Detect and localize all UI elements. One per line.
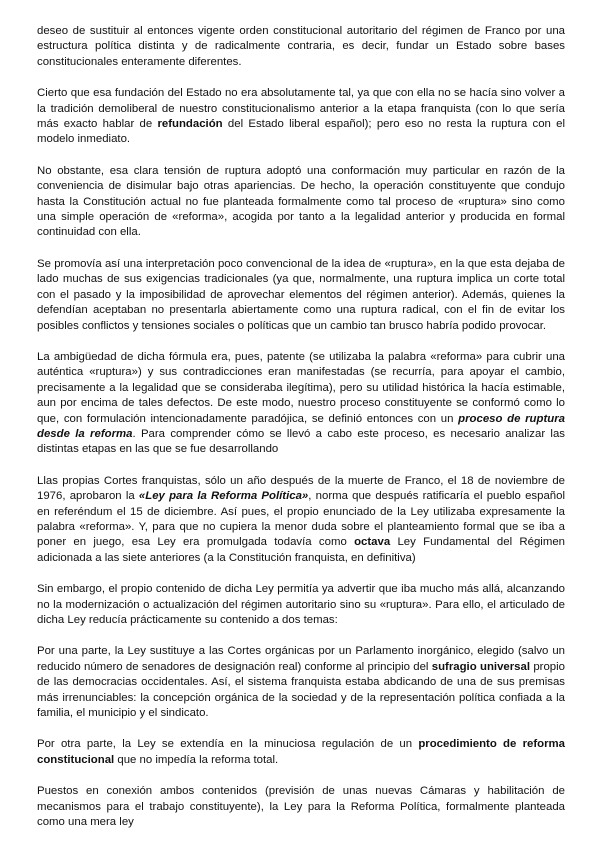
paragraph-7 [37,582,565,628]
paragraph-text: del Estado liberal español); pero eso no resta la ruptura con el modelo inmediato. [37,118,565,146]
paragraph-5 [37,350,565,458]
paragraph-text: , norma que después ratificaría el pueblo español en referéndum el 15 de diciembre. Así pues, el propio enunciado de la Ley utilizaba expresamente la palabra «reforma». Y, para que no cupiera la menor duda sobre el planteamiento formal que se iba a poner en juego, esa Ley era promulgada todavía como [37,490,565,549]
paragraph-text: Sin embargo, el propio contenido de dicha Ley permitía ya advertir que iba mucho más allá, alcanzando no la modernización o actualización del régimen autoritario sino su «ruptura». Para ello, el articulado de dicha Ley reducía prácticamente su contenido a dos temas: [37,583,565,626]
emphasis-procedimiento-reforma: procedimiento de reforma constitucional [37,738,566,766]
paragraph-9 [37,737,565,768]
emphasis-sufragio-universal: sufragio universal [431,660,531,673]
paragraph-text: Se promovía así una interpretación poco convencional de la idea de «ruptura», en la que esta dejaba de lado muchas de sus exigencias tradicionales (ya que, normalmente, una ruptura implica un corte total con el pasado y la imposibilidad de aprovechar elementos del régimen anterior). Además, quienes la defendían aceptaban no presentarla abiertamente como una ruptura radical, con el fin de evitar los posibles conflictos y tensiones sociales o políticas que un cambio tan brusco habría podido provocar. [37,257,565,332]
paragraph-text: . Para comprender cómo se llevó a cabo este proceso, es necesario analizar las distintas etapas en las que se fue desarrollando [37,427,565,456]
emphasis-proceso-ruptura: proceso de ruptura desde la reforma [37,412,565,440]
paragraph-3 [37,164,565,241]
paragraph-text: No obstante, esa clara tensión de ruptura adoptó una conformación muy particular en razón de la conveniencia de disimular bajo otras apariencias. De hecho, la operación constituyente que condujo hasta la Constitución actual no fue planteada formalmente como tal proceso de «ruptura» sino como una simple operación de «reforma», acogida por tanto a la legalidad anterior y producida en formal continuidad con ella. [37,164,565,239]
paragraph-text: La ambigüedad de dicha fórmula era, pues, patente (se utilizaba la palabra «reforma» para cubrir una auténtica «ruptura») y sus contradicciones eran manifestadas (se recurría, para apoyar el cambio, precisamente a la legalidad que se consideraba ilegítima), pero su utilidad histórica la hacía estimable, aun por encima de tales defectos. De este modo, nuestro proceso constituyente se conformó como lo que, con formulación intencionadamente paradójica, se definió entonces con un [37,350,565,425]
paragraph-8 [37,644,565,721]
emphasis-refundacion: refundación [157,118,223,131]
emphasis-ley-reforma-politica: «Ley para la Reforma Política» [138,490,309,503]
paragraph-10 [37,784,565,830]
paragraph-text: Cierto que esa fundación del Estado no era absolutamente tal, ya que con ella no se hacía sino volver a la tradición demoliberal de nuestro constitucionalismo anterior a la etapa franquista (con lo que sería más exacto hablar de [37,87,565,131]
paragraph-text: Por otra parte, la Ley se extendía en la minuciosa regulación de un [37,738,419,751]
paragraph-6 [37,474,565,566]
paragraph-text: propio de las democracias occidentales. Así, el sistema franquista estaba abdicando de una de sus premisas más irrenunciables: la concepción orgánica de la sociedad y de la representación política confiada a la familia, el municipio y el sindicato. [37,660,565,720]
paragraph-4 [37,257,565,334]
document-page [37,24,565,846]
paragraph-text: que no impedía la reforma total. [114,753,279,766]
paragraph-2 [37,86,565,148]
paragraph-text: Puestos en conexión ambos contenidos (previsión de unas nuevas Cámaras y habilitación de mecanismos para el trabajo constituyente), la Ley para la Reforma Política, formalmente planteada como una mera ley [37,785,565,829]
emphasis-octava: octava [354,536,391,549]
paragraph-text: deseo de sustituir al entonces vigente orden constitucional autoritario del régimen de Franco por una estructura política distinta y de radicalmente contraria, es decir, fundar un Estado sobre bases constitucionales enteramente diferentes. [37,25,565,68]
paragraph-1 [37,24,565,70]
paragraph-text: Llas propias Cortes franquistas, sólo un año después de la muerte de Franco, el 18 de noviembre de 1976, aprobaron la [37,474,565,503]
paragraph-text: Por una parte, la Ley sustituye a las Cortes orgánicas por un Parlamento inorgánico, elegido (salvo un reducido número de senadores de designación real) conforme al principio del [37,645,565,673]
paragraph-text: Ley Fundamental del Régimen adicionada a las siete anteriores (a la Constitución franquista, en definitiva) [37,536,565,564]
